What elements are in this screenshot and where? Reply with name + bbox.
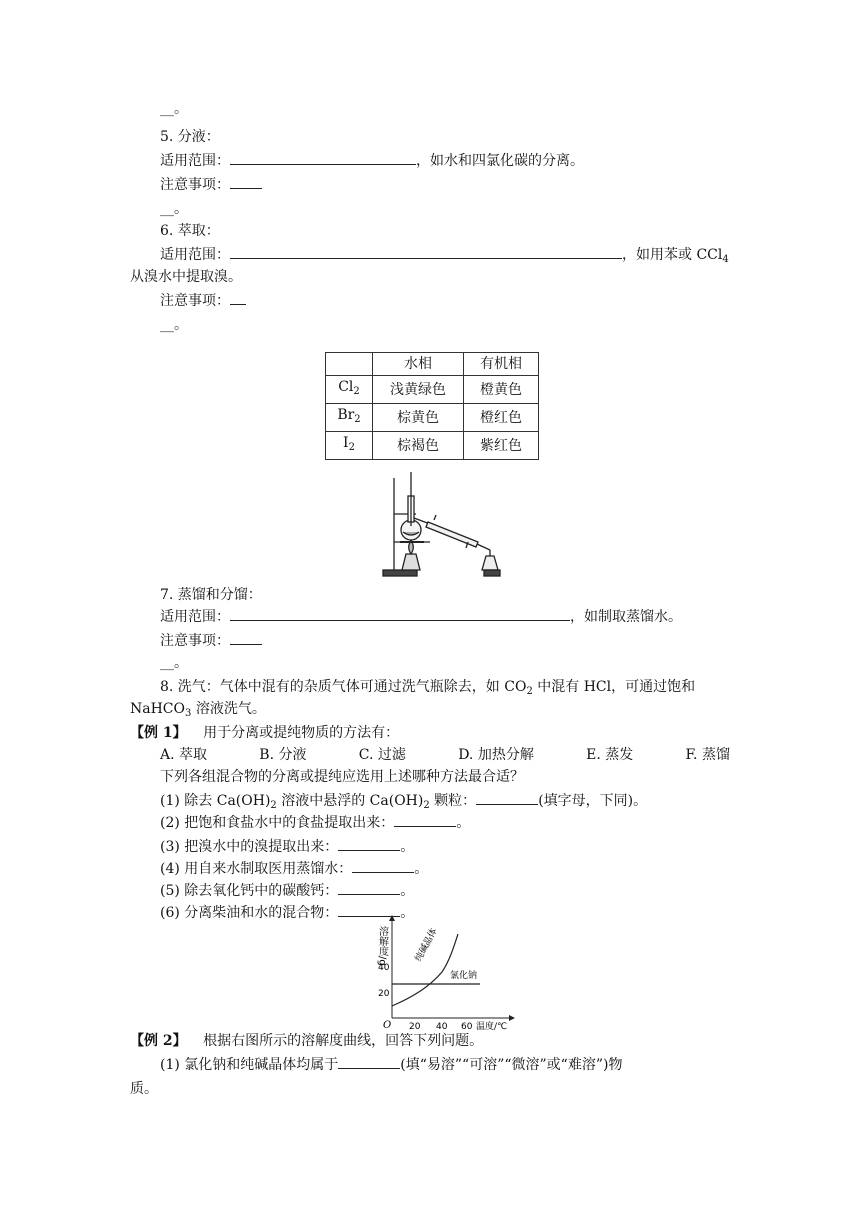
ex2-q1-end: 质。 — [130, 1081, 158, 1097]
ex1-q1-sub: 2 — [423, 800, 430, 811]
s7-note — [160, 630, 262, 652]
s5-note — [160, 174, 262, 196]
table-header-cell: 有机相 — [464, 353, 539, 376]
s7-note-end: __。 — [160, 655, 188, 671]
ex1-option: B. 分液 — [259, 747, 307, 763]
x-tick-label: 40 — [436, 1022, 448, 1032]
s6-scope-line2: 从溴水中提取溴。 — [130, 269, 242, 285]
s7-scope — [160, 606, 682, 628]
table-cell-water: 浅黄绿色 — [373, 376, 464, 404]
s8-text: 溶液洗气。 — [191, 701, 266, 717]
s6-scope — [160, 244, 729, 271]
s6-title: 6. 萃取： — [160, 223, 220, 239]
s7-note-label: 注意事项： — [160, 633, 230, 649]
s6-note-blank[interactable] — [230, 290, 246, 305]
substance-subscript: 2 — [354, 414, 361, 425]
s5-scope — [160, 150, 584, 172]
s8-text: 中混有 HCl，可通过饱和 — [532, 679, 696, 695]
s6-scope-sub: 4 — [722, 254, 729, 265]
x-tick-label: 20 — [409, 1022, 421, 1032]
origin-label: O — [383, 1020, 392, 1031]
table-cell-substance — [326, 432, 373, 460]
table-header-cell: 水相 — [373, 353, 464, 376]
s6-note-end: __。 — [160, 317, 188, 333]
ex2-intro: 根据右图所示的溶解度曲线，回答下列问题。 — [203, 1033, 484, 1049]
ex1-q1-sub: 2 — [270, 800, 277, 811]
ex1-q5-end: 。 — [400, 883, 415, 899]
s5-note-label: 注意事项： — [160, 177, 230, 193]
s8-subscript: 3 — [185, 708, 192, 719]
substance-symbol: Br — [337, 407, 355, 423]
s5-scope-tail: ，如水和四氯化碳的分离。 — [416, 153, 584, 169]
s5-title: 5. 分液： — [160, 129, 220, 145]
distillation-apparatus-figure — [380, 470, 510, 580]
s5-note-end: __。 — [160, 201, 188, 217]
ex1-q5 — [160, 880, 414, 902]
s8-text: 8. 洗气：气体中混有的杂质气体可通过洗气瓶除去，如 CO — [160, 679, 527, 695]
s6-note — [160, 290, 246, 312]
ex1-q6-text: (6) 分离柴油和水的混合物： — [160, 905, 339, 921]
s5-note-blank[interactable] — [230, 174, 262, 189]
ex2-q1-text: (1) 氯化钠和纯碱晶体均属于 — [160, 1057, 339, 1073]
table-cell-organic: 紫红色 — [464, 432, 539, 460]
table-header-cell — [326, 353, 373, 376]
s7-scope-tail: ，如制取蒸馏水。 — [570, 609, 682, 625]
ex1-q3-end: 。 — [400, 839, 415, 855]
ex1-q3-text: (3) 把溴水中的溴提取出来： — [160, 839, 339, 855]
ex2-intro-line — [130, 1030, 483, 1052]
ex1-option: A. 萃取 — [160, 747, 208, 763]
ex1-q1-blank[interactable] — [476, 790, 538, 805]
s8-text: NaHCO — [130, 701, 185, 717]
ex1-option: C. 过滤 — [358, 747, 406, 763]
ex1-q4-end: 。 — [414, 861, 429, 877]
y-axis-title: 溶解度/g — [376, 926, 388, 966]
table-cell-substance — [326, 376, 373, 404]
substance-subscript: 2 — [348, 442, 355, 453]
table-row — [326, 432, 539, 460]
ex1-question: 下列各组混合物的分离或提纯应选用上述哪种方法最合适？ — [160, 769, 524, 785]
ex1-option: D. 加热分解 — [458, 747, 534, 763]
s6-scope-label: 适用范围： — [160, 247, 230, 263]
s6-scope-tail: ，如用苯或 CCl — [622, 247, 723, 263]
ex2-q1-blank[interactable] — [338, 1054, 400, 1069]
table-cell-water: 棕黄色 — [373, 404, 464, 432]
ex1-intro: 用于分离或提纯物质的方法有： — [203, 725, 400, 741]
ex1-q3-blank[interactable] — [338, 836, 400, 851]
ex2-tag: 【例 2】 — [130, 1033, 187, 1049]
ex1-q4-text: (4) 用自来水制取医用蒸馏水： — [160, 861, 353, 877]
ex1-option: F. 蒸馏 — [685, 747, 730, 763]
prev-fragment: __。 — [160, 101, 188, 117]
s7-scope-blank[interactable] — [230, 606, 570, 621]
s5-scope-label: 适用范围： — [160, 153, 230, 169]
ex1-options — [160, 744, 730, 766]
y-tick-label: 40 — [378, 963, 390, 973]
ex1-q3 — [160, 836, 414, 858]
table-header-row — [326, 353, 539, 376]
ex1-q1-text: (1) 除去 Ca(OH) — [160, 793, 271, 809]
ex1-q5-text: (5) 除去氧化钙中的碳酸钙： — [160, 883, 339, 899]
s5-scope-blank[interactable] — [230, 150, 416, 165]
ex1-q6-end: 。 — [400, 905, 415, 921]
ex2-q1 — [160, 1054, 622, 1076]
ex1-q4 — [160, 858, 428, 880]
ex1-q2-blank[interactable] — [394, 812, 456, 827]
table-row — [326, 376, 539, 404]
ex1-tag: 【例 1】 — [130, 725, 187, 741]
x-tick-label: 60 — [461, 1022, 473, 1032]
s8-subscript: 2 — [526, 686, 533, 697]
table-row — [326, 404, 539, 432]
ex1-q2-text: (2) 把饱和食盐水中的食盐提取出来： — [160, 815, 395, 831]
ex1-option: E. 蒸发 — [586, 747, 634, 763]
s6-scope-blank[interactable] — [230, 244, 622, 259]
ex1-q1-text: 颗粒： — [429, 793, 477, 809]
soda-crystal-label: 纯碱晶体 — [413, 926, 440, 964]
s8-line2 — [130, 698, 266, 725]
s6-note-label: 注意事项： — [160, 293, 230, 309]
nacl-curve-label: 氯化钠 — [450, 971, 478, 981]
ex1-q2-end: 。 — [456, 815, 471, 831]
table-cell-water: 棕褐色 — [373, 432, 464, 460]
ex1-q2 — [160, 812, 470, 834]
s7-scope-label: 适用范围： — [160, 609, 230, 625]
s7-title: 7. 蒸馏和分馏： — [160, 587, 262, 603]
substance-symbol: I — [343, 435, 349, 451]
y-tick-label: 20 — [378, 989, 390, 999]
table-cell-substance — [326, 404, 373, 432]
ex1-intro-line — [130, 722, 399, 744]
ex2-q1-text: (填“易溶”“可溶”“微溶”或“难溶”)物 — [400, 1057, 623, 1073]
solubility-curve-figure — [370, 912, 520, 1034]
ex1-q4-blank[interactable] — [352, 858, 414, 873]
table-cell-organic: 橙红色 — [464, 404, 539, 432]
ex1-q5-blank[interactable] — [338, 880, 400, 895]
ex1-q1-text: 溶液中悬浮的 Ca(OH) — [276, 793, 424, 809]
phase-color-table — [325, 352, 539, 460]
table-cell-organic: 橙黄色 — [464, 376, 539, 404]
ex1-q1-tail: (填字母，下同)。 — [538, 793, 648, 809]
x-axis-title: 温度/℃ — [476, 1022, 508, 1032]
s7-note-blank[interactable] — [230, 630, 262, 645]
substance-subscript: 2 — [353, 386, 360, 397]
substance-symbol: Cl — [338, 379, 354, 395]
